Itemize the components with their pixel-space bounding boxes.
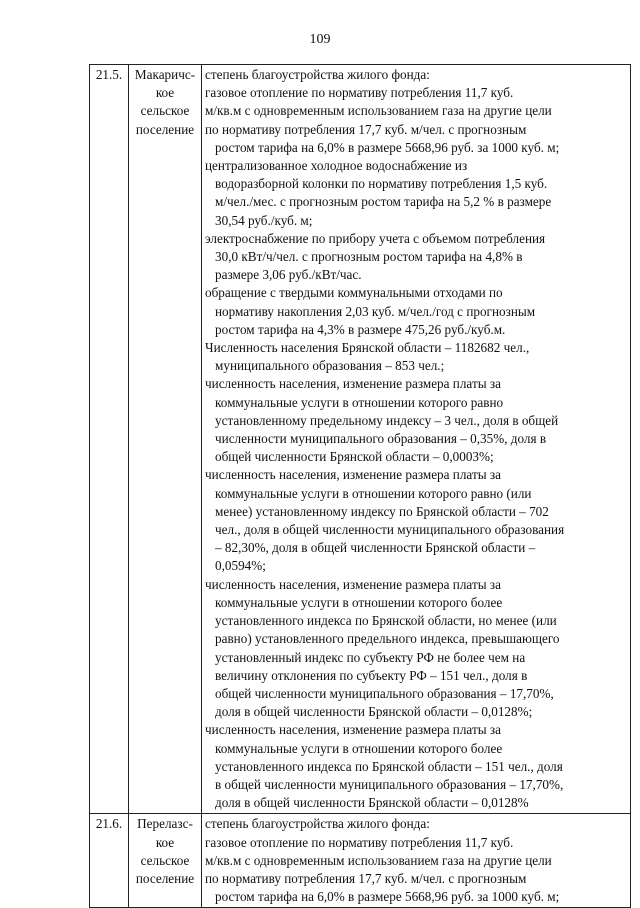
table-row (90, 65, 631, 814)
detail-line: чел., доля в общей численности муниципального образования (215, 522, 565, 538)
settlement-name (129, 814, 202, 908)
detail-line: коммунальные услуги в отношении которого более (215, 594, 503, 610)
settlement-details (202, 65, 631, 814)
detail-line: численность населения, изменение размера платы за (205, 467, 501, 483)
settlement-name-line: сельское (140, 103, 190, 119)
detail-line: в общей численности муниципального образования – 17,70%, (215, 776, 564, 792)
settlement-name-line: поселение (135, 121, 195, 137)
detail-line: размере 3,06 руб./кВт/час. (215, 267, 362, 283)
detail-line: централизованное холодное водоснабжение из (205, 158, 468, 174)
settlement-name-line: Макаричс- (134, 67, 196, 82)
detail-line: – 82,30%, доля в общей численности Брянской области – (215, 540, 536, 556)
detail-line: электроснабжение по прибору учета с объемом потребления (205, 230, 546, 246)
table-row (90, 814, 631, 908)
settlement-details (202, 814, 631, 908)
detail-line: газовое отопление по нормативу потребления 11,7 куб. (205, 834, 514, 850)
detail-line: ростом тарифа на 6,0% в размере 5668,96 руб. за 1000 куб. м; (215, 889, 560, 905)
settlement-name (129, 65, 202, 814)
page-number: 109 (309, 32, 331, 47)
detail-line: коммунальные услуги в отношении которого более (215, 740, 503, 756)
row-number: 21.5. (90, 65, 129, 814)
detail-line: м/чел./мес. с прогнозным ростом тарифа на 5,2 % в размере (215, 194, 552, 210)
detail-line: Численность населения Брянской области – 1182682 чел., (205, 340, 530, 356)
detail-line: установленного индекса по Брянской области, но менее (или (215, 613, 557, 629)
detail-line: водоразборной колонки по нормативу потребления 1,5 куб. (215, 176, 548, 192)
detail-line: муниципального образования – 853 чел.; (215, 358, 445, 374)
settlement-name-line: Перелазс- (137, 816, 193, 832)
detail-line: доля в общей численности Брянской области – 0,0128% (215, 795, 529, 811)
settlement-name-line: кое (155, 834, 175, 850)
detail-line: установленного индекса по Брянской области – 151 чел., доля (215, 758, 563, 774)
detail-line: степень благоустройства жилого фонда: (205, 816, 430, 832)
detail-line: общей численности муниципального образования – 17,70%, (215, 685, 554, 701)
settlements-table (89, 64, 631, 908)
detail-line: 0,0594%; (215, 558, 266, 574)
detail-line: равно) установленного предельного индекса, превышающего (215, 631, 560, 647)
settlement-name-line: кое (155, 85, 175, 101)
settlement-name-line: поселение (135, 870, 195, 886)
detail-line: численность населения, изменение размера платы за (205, 576, 501, 592)
detail-line: численность населения, изменение размера платы за (205, 722, 501, 738)
row-number: 21.6. (90, 814, 129, 908)
detail-line: менее) установленному индексу по Брянской области – 702 (215, 503, 549, 519)
detail-line: по нормативу потребления 17,7 куб. м/чел. с прогнозным (205, 121, 527, 137)
detail-line: нормативу накопления 2,03 куб. м/чел./год с прогнозным (215, 303, 536, 319)
detail-line: установленный индекс по субъекту РФ не более чем на (215, 649, 526, 665)
detail-line: общей численности Брянской области – 0,0003%; (215, 449, 494, 465)
detail-line: коммунальные услуги в отношении которого равно (215, 394, 504, 410)
detail-line: 30,0 кВт/ч/чел. с прогнозным ростом тарифа на 4,8% в (215, 249, 523, 265)
detail-line: величину отклонения по субъекту РФ – 151 чел., доля в (215, 667, 528, 683)
detail-line: доля в общей численности Брянской области – 0,0128%; (215, 704, 533, 720)
detail-line: по нормативу потребления 17,7 куб. м/чел. с прогнозным (205, 870, 527, 886)
detail-line: м/кв.м с одновременным использованием газа на другие цели (205, 103, 552, 119)
detail-line: ростом тарифа на 4,3% в размере 475,26 руб./куб.м. (215, 321, 506, 337)
settlement-name-line: сельское (140, 852, 190, 868)
table-body (90, 65, 631, 908)
detail-line: 30,54 руб./куб. м; (215, 212, 313, 228)
detail-line: численность населения, изменение размера платы за (205, 376, 501, 392)
detail-line: ростом тарифа на 6,0% в размере 5668,96 руб. за 1000 куб. м; (215, 139, 560, 155)
detail-line: численности муниципального образования – 0,35%, доля в (215, 431, 547, 447)
detail-line: установленному предельному индексу – 3 чел., доля в общей (215, 412, 559, 428)
detail-line: газовое отопление по нормативу потребления 11,7 куб. (205, 85, 514, 101)
detail-line: коммунальные услуги в отношении которого равно (или (215, 485, 532, 501)
detail-line: степень благоустройства жилого фонда: (205, 67, 430, 82)
detail-line: м/кв.м с одновременным использованием газа на другие цели (205, 852, 552, 868)
detail-line: обращение с твердыми коммунальными отходами по (205, 285, 503, 301)
